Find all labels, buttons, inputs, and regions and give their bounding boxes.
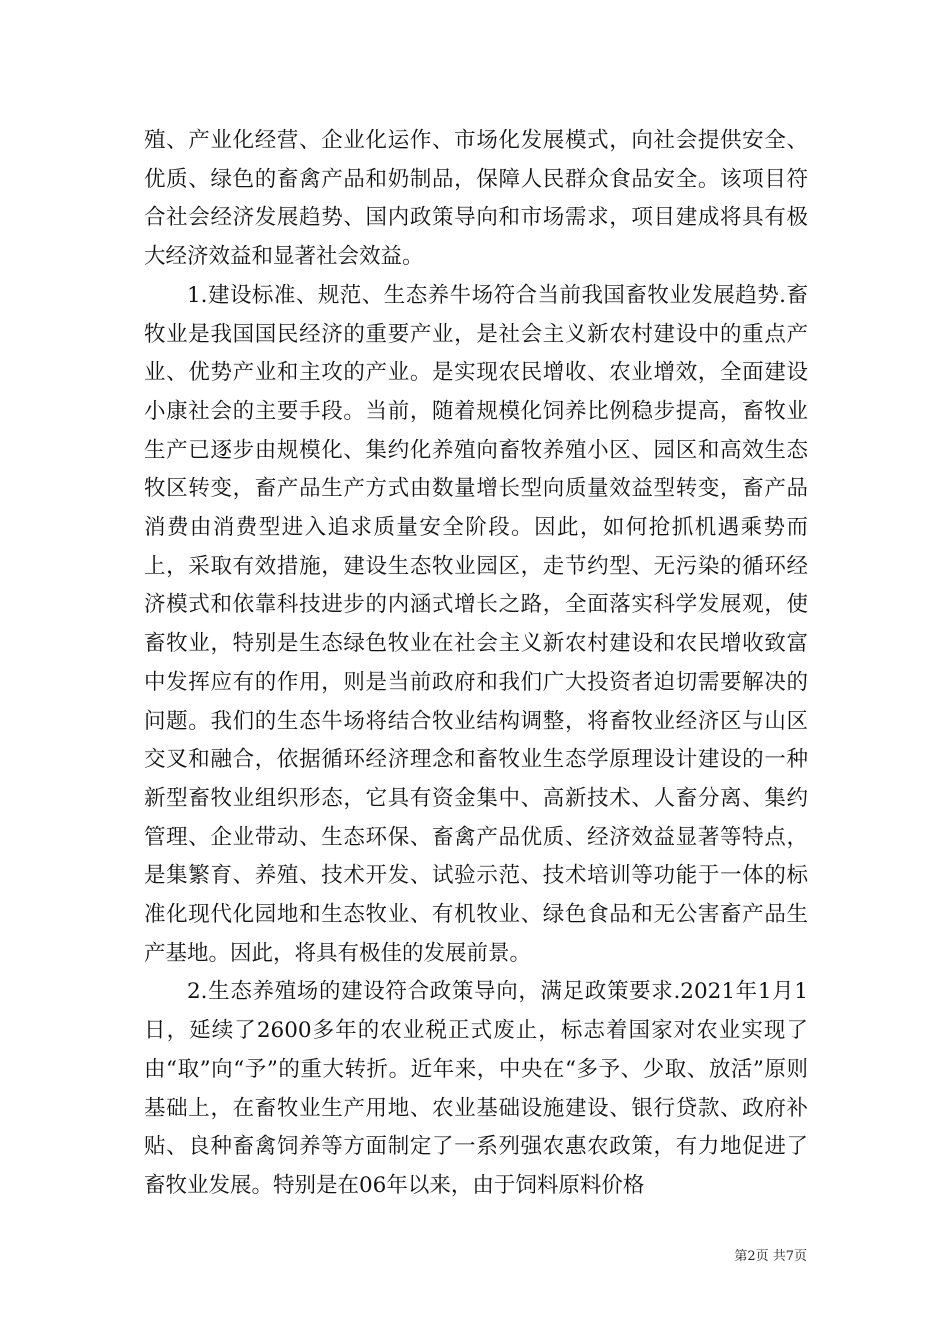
paragraph-section-1: 1.建设标准、规范、生态养牛场符合当前我国畜牧业发展趋势.畜牧业是我国国民经济的重要产业，是社会主义新农村建设中的重点产业、优势产业和主攻的产业。是实现农民增收、农业增效，全面建设小康社会的主要手段。当前，随着规模化饲养比例稳步提高，畜牧业生产已逐步由规模化、集约化养殖向畜牧养殖小区、园区和高效生态牧区转变，畜产品生产方式由数量增长型向质量效益型转变，畜产品消费由消费型进入追求质量安全阶段。因此，如何抢抓机遇乘势而上，采取有效措施，建设生态牧业园区，走节约型、无污染的循环经济模式和依靠科技进步的内涵式增长之路，全面落实科学发展观，使畜牧业，特别是生态绿色牧业在社会主义新农村建设和农民增收致富中发挥应有的作用，则是当前政府和我们广大投资者迫切需要解决的问题。我们的生态牛场将结合牧业结构调整，将畜牧业经济区与山区交叉和融合，依据循环经济理念和畜牧业生态学原理设计建设的一种新型畜牧业组织形态，它具有资金集中、高新技术、人畜分离、集约管理、企业带动、生态环保、畜禽产品优质、经济效益显著等特点，是集繁育、养殖、技术开发、试验示范、技术培训等功能于一体的标准化现代化园地和生态牧业、有机牧业、绿色食品和无公害畜产品生产基地。因此，将具有极佳的发展前景。	[144, 282, 808, 966]
page-number-footer: 第2页 共7页	[734, 1249, 807, 1264]
document-body	[144, 122, 808, 1206]
paragraph-continuation: 殖、产业化经营、企业化运作、市场化发展模式，向社会提供安全、优质、绿色的畜禽产品和奶制品，保障人民群众食品安全。该项目符合社会经济发展趋势、国内政策导向和市场需求，项目建成将具有极大经济效益和显著社会效益。	[144, 128, 808, 270]
paragraph-section-2: 2.生态养殖场的建设符合政策导向，满足政策要求.2021年1月1日，延续了2600多年的农业税正式废止，标志着国家对农业实现了由“取”向“予”的重大转折。近年来，中央在“多予、少取、放活”原则基础上，在畜牧业生产用地、农业基础设施建设、银行贷款、政府补贴、良种畜禽饲养等方面制定了一系列强农惠农政策，有力地促进了畜牧业发展。特别是在06年以来，由于饲料原料价格	[144, 979, 808, 1198]
